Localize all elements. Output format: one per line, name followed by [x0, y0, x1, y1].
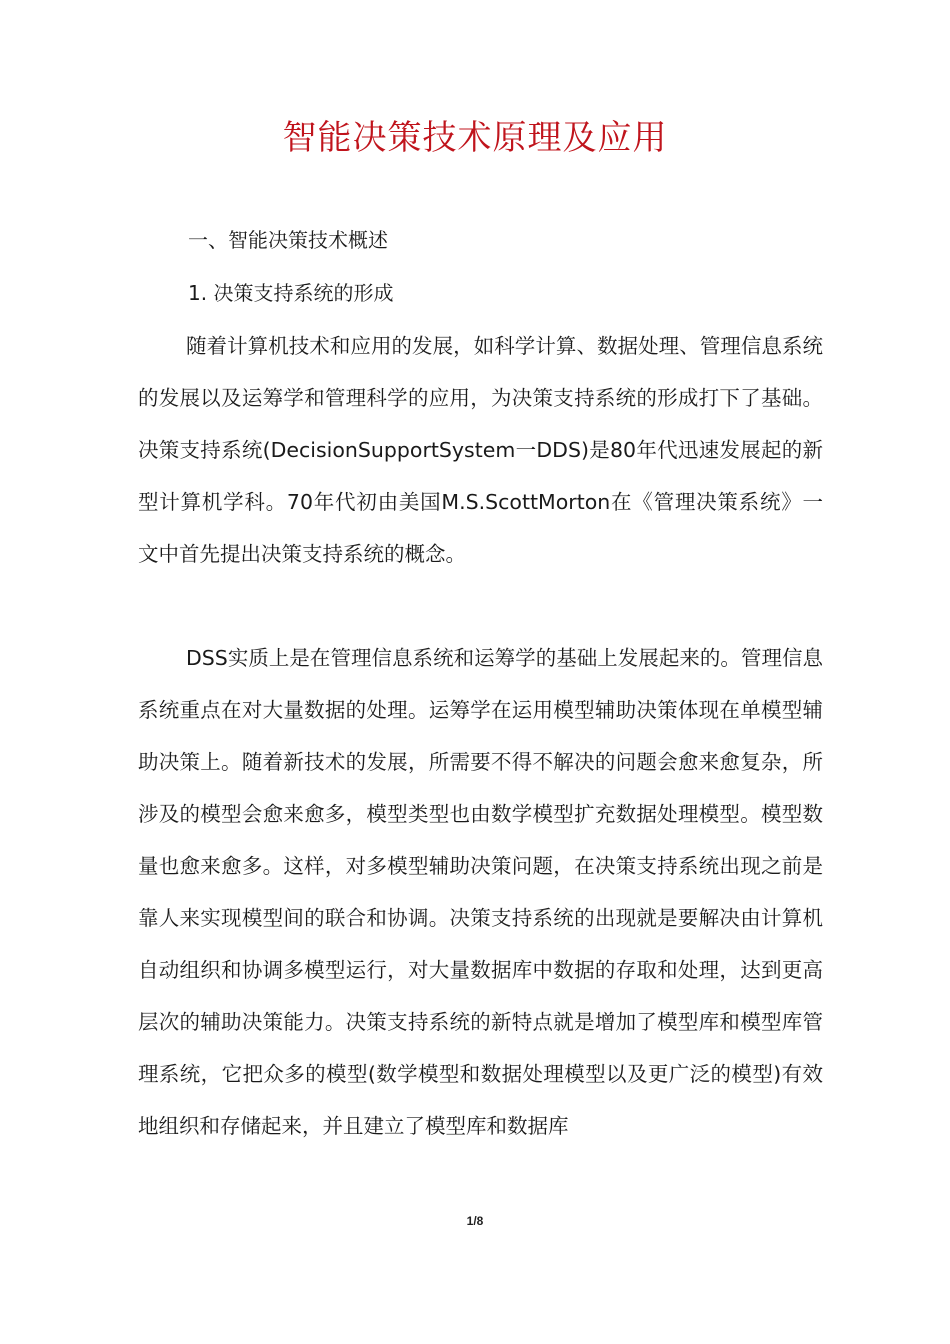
page-number: 1/8 — [466, 1214, 484, 1228]
body-paragraph: DSS实质上是在管理信息系统和运筹学的基础上发展起来的。管理信息系统重点在对大量数据的处理。运筹学在运用模型辅助决策体现在单模型辅助决策上。随着新技术的发展，所需要不得不解决的问题会愈来愈复杂，所涉及的模型会愈来愈多，模型类型也由数学模型扩充数据处理模型。模型数量也愈来愈多。这样，对多模型辅助决策问题，在决策支持系统出现之前是靠人来实现模型间的联合和协调。决策支持系统的出现就是要解决由计算机自动组织和协调多模型运行，对大量数据库中数据的存取和处理，达到更高层次的辅助决策能力。决策支持系统的新特点就是增加了模型库和模型库管理系统，它把众多的模型(数学模型和数据处理模型以及更广泛的模型)有效地组织和存储起来，并且建立了模型库和数据库 — [138, 646, 823, 1138]
document-title: 智能决策技术原理及应用 — [282, 118, 668, 158]
body-paragraph: 随着计算机技术和应用的发展，如科学计算、数据处理、管理信息系统的发展以及运筹学和管理科学的应用，为决策支持系统的形成打下了基础。决策支持系统(DecisionSupportSystem一DDS)是80年代迅速发展起的新型计算机学科。70年代初由美国M.S.ScottMorton在《管理决策系统》一文中首先提出决策支持系统的概念。 — [138, 334, 823, 566]
subsection-heading: 1. 决策支持系统的形成 — [188, 281, 394, 305]
section-heading: 一、智能决策技术概述 — [188, 228, 388, 252]
